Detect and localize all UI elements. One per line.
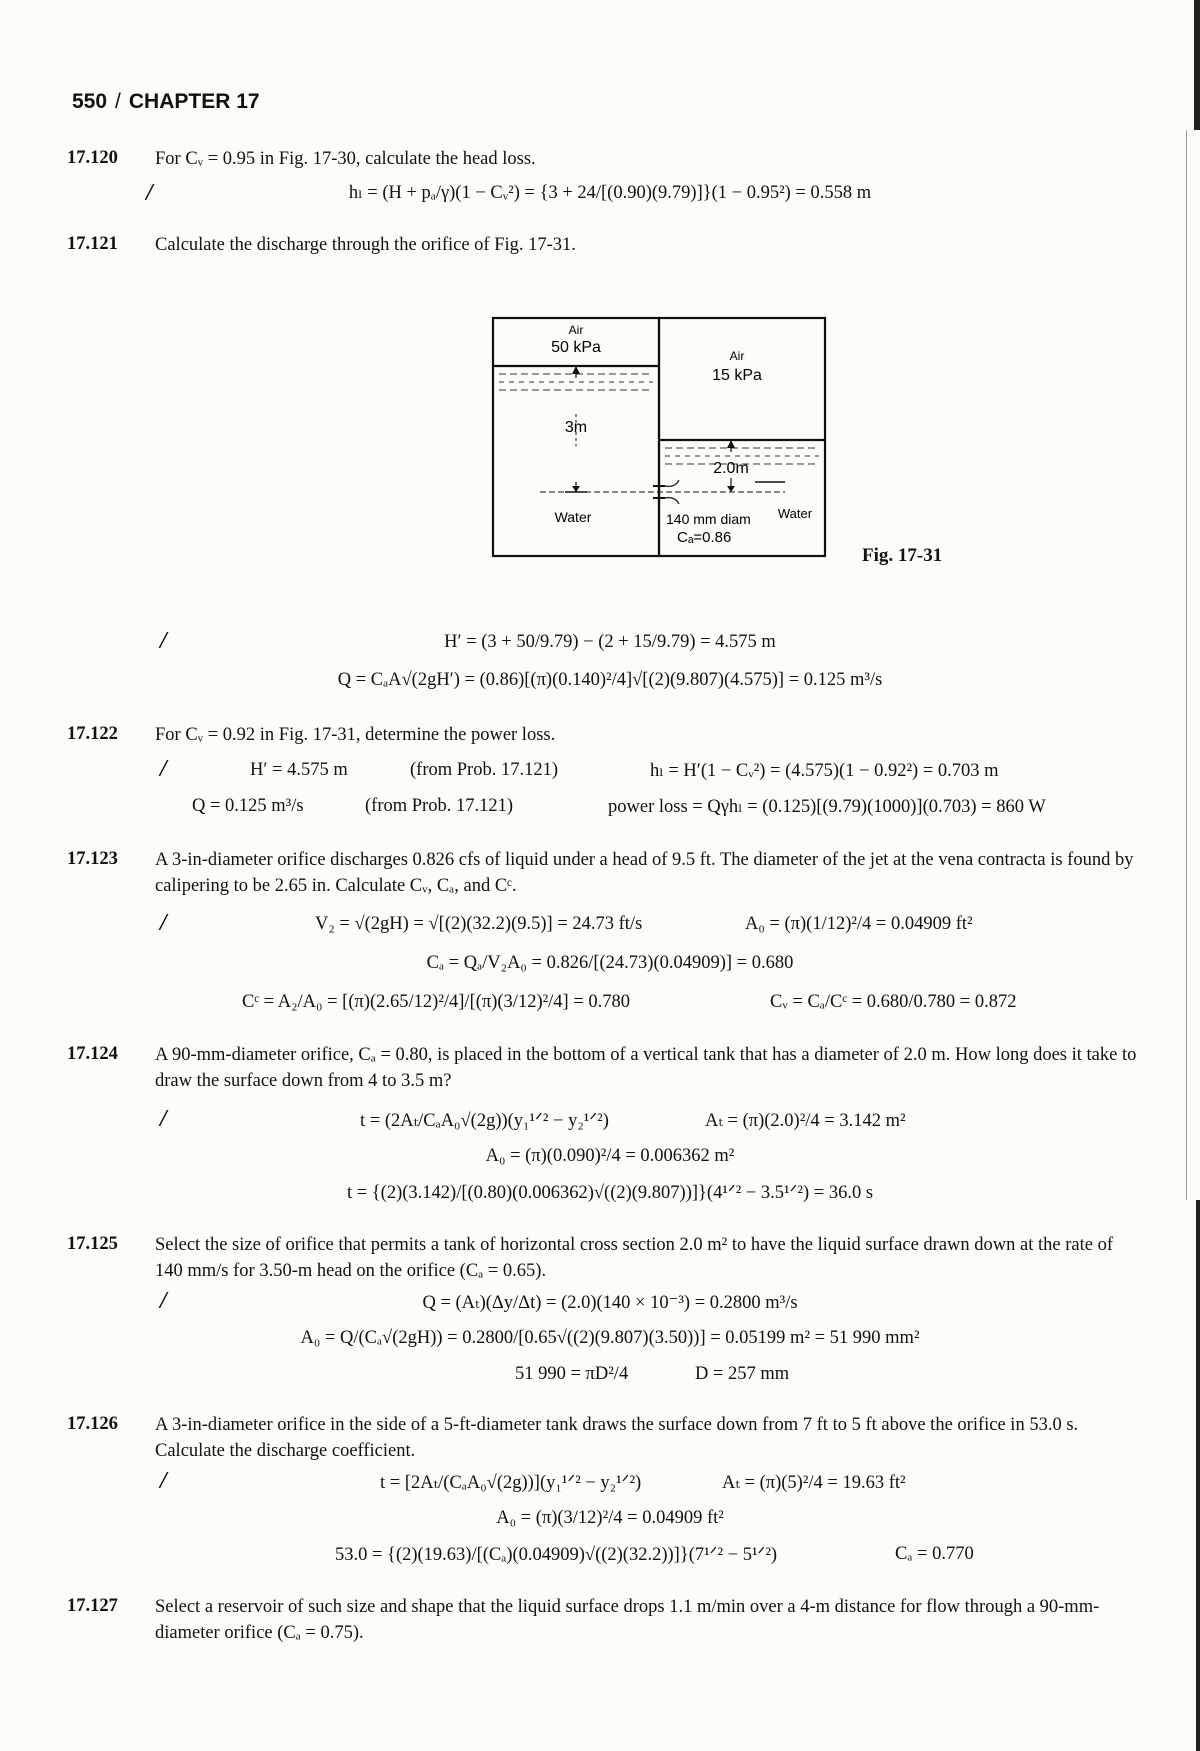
solution-line: Cₐ = Qₐ/V₂A₀ = 0.826/[(24.73)(0.04909)] = 0.680 bbox=[426, 953, 794, 973]
orifice-size-label: 140 mm diam bbox=[666, 511, 751, 527]
problem-text: Select a reservoir of such size and shape that the liquid surface drops 1.1 m/min over a 4-m distance for flow through a 90-mm-diameter orifice (Cₐ = 0.75). bbox=[155, 1597, 1100, 1643]
problem-number: 17.126 bbox=[67, 1414, 118, 1434]
solution-line: Q = CₐA√(2gH′) = (0.86)[(π)(0.140)²/4]√[(2)(9.807)(4.575)] = 0.125 m³/s bbox=[337, 670, 883, 690]
solution-note: (from Prob. 17.121) bbox=[410, 760, 558, 780]
solution-line: A₀ = (π)(0.090)²/4 = 0.006362 m² bbox=[485, 1146, 735, 1166]
solution-item: A₀ = (π)(1/12)²/4 = 0.04909 ft² bbox=[745, 914, 973, 934]
solution-item: power loss = Qγhₗ = (0.125)[(9.79)(1000)](0.703) = 860 W bbox=[608, 797, 1046, 817]
solution-line: H′ = (3 + 50/9.79) − (2 + 15/9.79) = 4.575 m bbox=[444, 632, 776, 652]
problem-text: For Cᵥ = 0.95 in Fig. 17-30, calculate the head loss. bbox=[155, 149, 536, 169]
figure-17-31 bbox=[485, 310, 835, 570]
scan-edge-line bbox=[1186, 130, 1187, 1200]
solution-item: V₂ = √(2gH) = √[(2)(32.2)(9.5)] = 24.73 ft/s bbox=[315, 914, 643, 934]
solution-item: 51 990 = πD²/4 bbox=[515, 1364, 629, 1384]
problem-text: Select the size of orifice that permits a tank of horizontal cross section 2.0 m² to have the liquid surface drawn down at the rate of 140 mm/s for 3.50-m head on the orifice (Cₐ = 0.65). bbox=[155, 1235, 1113, 1281]
problem-number: 17.122 bbox=[67, 724, 118, 744]
chapter-title: CHAPTER 17 bbox=[128, 90, 260, 113]
problem-number: 17.125 bbox=[67, 1234, 118, 1254]
page-number: 550 bbox=[72, 90, 108, 113]
solution-item: t = (2Aₜ/CₐA₀√(2g))(y₁¹ᐟ² − y₂¹ᐟ²) bbox=[360, 1111, 609, 1131]
solution-line: hₗ = (H + pₐ/γ)(1 − Cᵥ²) = {3 + 24/[(0.90)(9.79)]}(1 − 0.95²) = 0.558 m bbox=[348, 183, 872, 203]
solution-marker: / bbox=[146, 180, 153, 206]
problem-number: 17.124 bbox=[67, 1044, 118, 1064]
right-pressure-label: 15 kPa bbox=[712, 367, 762, 384]
left-water-label: Water bbox=[554, 509, 592, 525]
header-separator: / bbox=[115, 90, 121, 113]
problem-text: A 90-mm-diameter orifice, Cₐ = 0.80, is placed in the bottom of a vertical tank that has a diameter of 2.0 m. How long does it take to draw the surface down from 4 to 3.5 m? bbox=[155, 1045, 1137, 1091]
solution-item: 53.0 = {(2)(19.63)/[(Cₐ)(0.04909)√((2)(32.2))]}(7¹ᐟ² − 5¹ᐟ²) bbox=[335, 1545, 778, 1565]
scan-edge-mark bbox=[1194, 0, 1200, 130]
solution-line: Q = (Aₜ)(Δy/Δt) = (2.0)(140 × 10⁻³) = 0.2800 m³/s bbox=[422, 1293, 798, 1313]
solution-marker: / bbox=[160, 628, 167, 654]
problem-number: 17.120 bbox=[67, 148, 118, 168]
problem-text: A 3-in-diameter orifice in the side of a 5-ft-diameter tank draws the surface down from 7 ft to 5 ft above the orifice in 53.0 s. Calculate the discharge coefficient. bbox=[155, 1415, 1079, 1461]
solution-line: A₀ = (π)(3/12)²/4 = 0.04909 ft² bbox=[496, 1508, 724, 1528]
left-depth-label: 3m bbox=[564, 419, 588, 436]
page-header bbox=[72, 90, 260, 114]
orifice-coef-label: Cₐ=0.86 bbox=[677, 529, 732, 546]
solution-item: hₗ = H′(1 − Cᵥ²) = (4.575)(1 − 0.92²) = 0.703 m bbox=[650, 761, 999, 781]
solution-line: A₀ = Q/(Cₐ√(2gH)) = 0.2800/[0.65√((2)(9.807)(3.50))] = 0.05199 m² = 51 990 mm² bbox=[300, 1328, 920, 1348]
problem-number: 17.121 bbox=[67, 234, 118, 254]
problem-text: A 3-in-diameter orifice discharges 0.826 cfs of liquid under a head of 9.5 ft. The diameter of the jet at the vena contracta is found by calipering to be 2.65 in. Calculate Cᵥ, Cₐ, and Cᶜ. bbox=[155, 850, 1134, 896]
solution-item: t = [2Aₜ/(CₐA₀√(2g))](y₁¹ᐟ² − y₂¹ᐟ²) bbox=[380, 1473, 642, 1493]
problem-number: 17.123 bbox=[67, 849, 118, 869]
right-air-label: Air bbox=[729, 349, 745, 363]
solution-item: Cᶜ = A₂/A₀ = [(π)(2.65/12)²/4]/[(π)(3/12)²/4] = 0.780 bbox=[242, 992, 631, 1012]
solution-item: Cᵥ = Cₐ/Cᶜ = 0.680/0.780 = 0.872 bbox=[770, 992, 1017, 1012]
solution-item: D = 257 mm bbox=[695, 1364, 790, 1384]
left-pressure-label: 50 kPa bbox=[551, 339, 601, 356]
solution-marker: / bbox=[160, 756, 167, 782]
solution-item: Aₜ = (π)(2.0)²/4 = 3.142 m² bbox=[705, 1111, 906, 1131]
right-depth-label: 2.0m bbox=[713, 460, 749, 477]
problem-text: For Cᵥ = 0.92 in Fig. 17-31, determine the power loss. bbox=[155, 725, 556, 745]
solution-line: t = {(2)(3.142)/[(0.80)(0.006362)√((2)(9.807))]}(4¹ᐟ² − 3.5¹ᐟ²) = 36.0 s bbox=[346, 1183, 874, 1203]
right-water-label: Water bbox=[777, 506, 813, 521]
solution-marker: / bbox=[160, 910, 167, 936]
solution-item: Cₐ = 0.770 bbox=[895, 1544, 974, 1564]
scan-edge-mark bbox=[1196, 1200, 1200, 1751]
problem-text: Calculate the discharge through the orifice of Fig. 17-31. bbox=[155, 235, 576, 255]
solution-item: H′ = 4.575 m bbox=[250, 760, 348, 780]
figure-label: Fig. 17-31 bbox=[862, 545, 943, 566]
solution-note: (from Prob. 17.121) bbox=[365, 796, 513, 816]
solution-marker: / bbox=[160, 1468, 167, 1494]
solution-marker: / bbox=[160, 1106, 167, 1132]
problem-number: 17.127 bbox=[67, 1596, 118, 1616]
solution-item: Aₜ = (π)(5)²/4 = 19.63 ft² bbox=[722, 1473, 906, 1493]
solution-marker: / bbox=[160, 1288, 167, 1314]
left-air-label: Air bbox=[568, 323, 584, 337]
solution-item: Q = 0.125 m³/s bbox=[192, 796, 304, 816]
